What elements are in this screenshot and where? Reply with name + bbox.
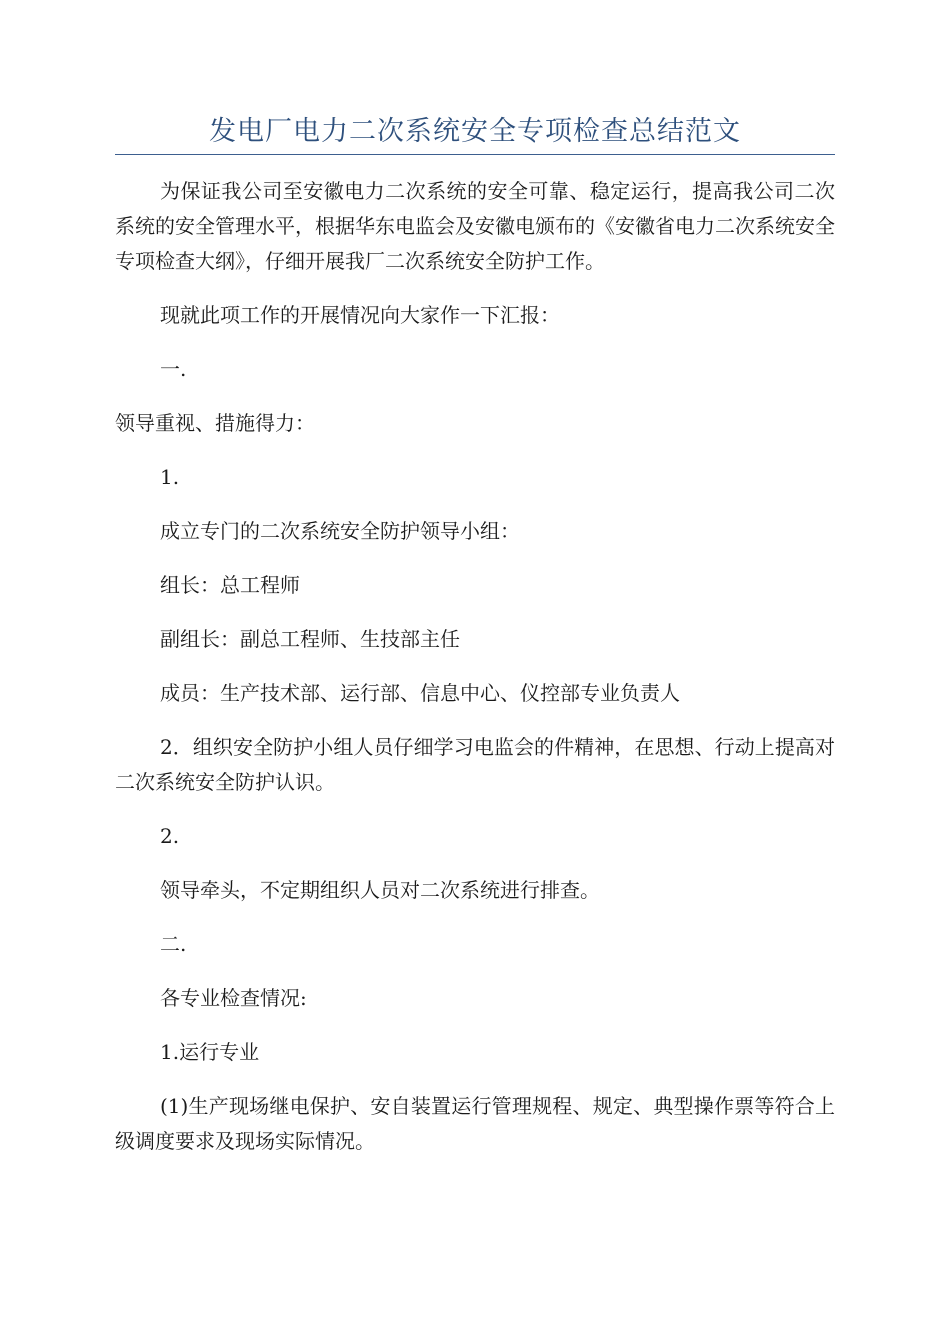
paragraph: 成员：生产技术部、运行部、信息中心、仪控部专业负责人 [160, 681, 680, 705]
paragraph: 副组长：副总工程师、生技部主任 [160, 627, 460, 651]
paragraph: 成立专门的二次系统安全防护领导小组： [160, 519, 520, 543]
section-heading: 领导重视、措施得力： [115, 411, 315, 435]
paragraph: 现就此项工作的开展情况向大家作一下汇报： [160, 303, 560, 327]
list-number: 1. [160, 465, 180, 489]
document-title: 发电厂电力二次系统安全专项检查总结范文 [209, 116, 741, 147]
list-number: 2. [160, 824, 180, 848]
paragraph: 为保证我公司至安徽电力二次系统的安全可靠、稳定运行，提高我公司二次系统的安全管理水平，根据华东电监会及安徽电颁布的《安徽省电力二次系统安全专项检查大纲》，仔细开展我厂二次系统安全防护工作。 [115, 179, 835, 273]
section-heading: 各专业检查情况: [160, 986, 307, 1010]
paragraph: 组长：总工程师 [160, 573, 300, 597]
section-heading-number: 二. [160, 932, 187, 956]
document-body [115, 174, 835, 1178]
subsection-heading: 1.运行专业 [160, 1040, 260, 1064]
paragraph: (1)生产现场继电保护、安自装置运行管理规程、规定、典型操作票等符合上级调度要求及现场实际情况。 [115, 1094, 835, 1153]
paragraph: 领导牵头，不定期组织人员对二次系统进行排查。 [160, 878, 600, 902]
title-underline [115, 154, 835, 155]
section-heading-number: 一. [160, 357, 187, 381]
paragraph: 2．组织安全防护小组人员仔细学习电监会的件精神，在思想、行动上提高对二次系统安全防护认识。 [115, 735, 835, 794]
